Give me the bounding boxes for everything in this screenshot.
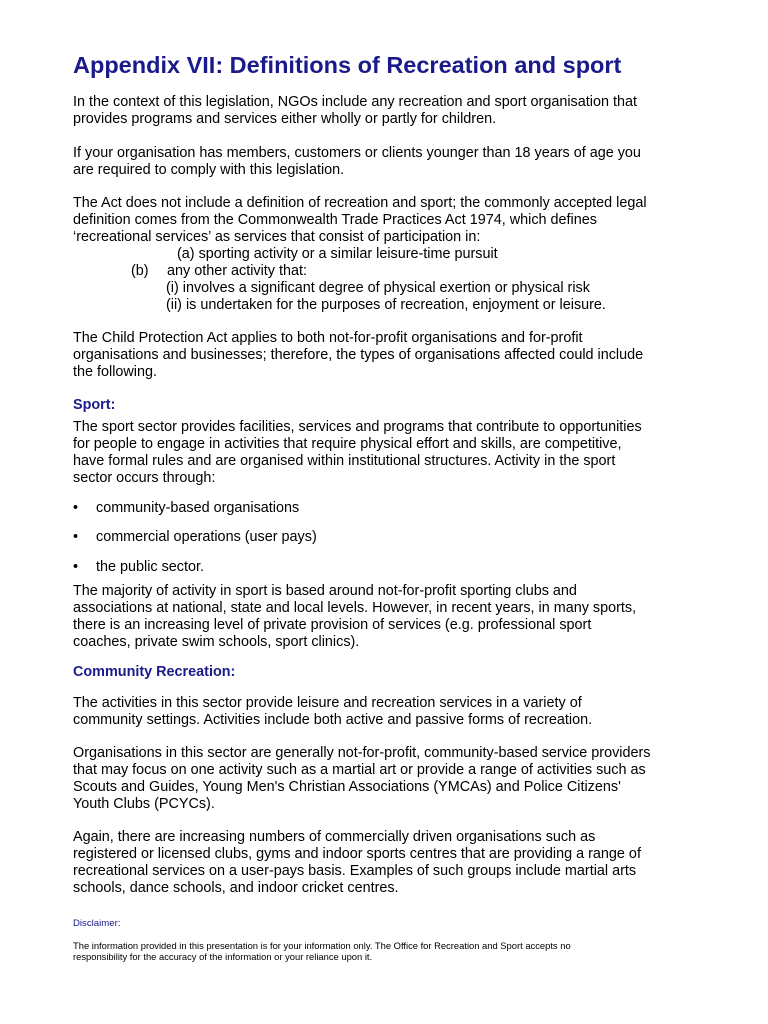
text-line: The information provided in this presentation is for your information only. The Office for Recreation and Sport accepts no (73, 940, 571, 951)
disclaimer-label: Disclaimer: (73, 918, 121, 929)
text-line: that may focus on one activity such as a martial art or provide a range of activities such as (73, 762, 646, 778)
community-recreation-heading: Community Recreation: (73, 664, 236, 680)
text-line: ‘recreational services’ as services that consist of participation in: (73, 229, 481, 245)
text-line: registered or licensed clubs, gyms and indoor sports centres that are providing a range of (73, 846, 641, 862)
sport-paragraph-2 (73, 583, 723, 651)
text-line: coaches, private swim schools, sport clinics). (73, 634, 360, 650)
definition-item-b-label: (b) (131, 263, 149, 279)
text-line: associations at national, state and local levels. However, in recent years, in many sports, (73, 600, 637, 616)
bullet-icon: • (73, 559, 79, 575)
definition-item-b-ii: (ii) is undertaken for the purposes of recreation, enjoyment or leisure. (166, 297, 606, 313)
text-line: If your organisation has members, customers or clients younger than 18 years of age you (73, 145, 641, 161)
list-item-text: community-based organisations (96, 500, 300, 516)
text-line: for people to engage in activities that require physical effort and skills, are competitive, (73, 436, 622, 452)
text-line: sector occurs through: (73, 470, 216, 486)
sport-heading: Sport: (73, 397, 116, 413)
community-paragraph-3 (73, 829, 723, 897)
intro-paragraph-3 (73, 195, 723, 246)
intro-paragraph-1 (73, 94, 723, 128)
text-line: Scouts and Guides, Young Men's Christian Associations (YMCAs) and Police Citizens' (73, 779, 621, 795)
text-line: are required to comply with this legislation. (73, 162, 345, 178)
text-line: have formal rules and are organised within institutional structures. Activity in the sport (73, 453, 616, 469)
text-line: Youth Clubs (PCYCs). (73, 796, 215, 812)
text-line: provides programs and services either wholly or partly for children. (73, 111, 497, 127)
list-item-text: the public sector. (96, 559, 204, 575)
intro-paragraph-2 (73, 145, 723, 179)
definition-item-b-i: (i) involves a significant degree of physical exertion or physical risk (166, 280, 590, 296)
community-paragraph-2 (73, 745, 723, 813)
definition-item-b: any other activity that: (167, 263, 307, 279)
text-line: In the context of this legislation, NGOs include any recreation and sport organisation that (73, 94, 637, 110)
text-line: The Child Protection Act applies to both not-for-profit organisations and for-profit (73, 330, 583, 346)
text-line: The majority of activity in sport is based around not-for-profit sporting clubs and (73, 583, 577, 599)
text-line: community settings. Activities include both active and passive forms of recreation. (73, 712, 593, 728)
text-line: schools, dance schools, and indoor cricket centres. (73, 880, 399, 896)
list-item-text: commercial operations (user pays) (96, 529, 317, 545)
bullet-icon: • (73, 529, 79, 545)
text-line: The Act does not include a definition of recreation and sport; the commonly accepted legal (73, 195, 647, 211)
text-line: The activities in this sector provide leisure and recreation services in a variety of (73, 695, 582, 711)
text-line: responsibility for the accuracy of the information or your reliance upon it. (73, 951, 373, 962)
text-line: organisations and businesses; therefore, the types of organisations affected could include (73, 347, 644, 363)
intro-paragraph-4 (73, 330, 723, 381)
page-title: Appendix VII: Definitions of Recreation and sport (73, 52, 622, 78)
definition-item-a: (a) sporting activity or a similar leisure-time pursuit (177, 246, 498, 262)
bullet-icon: • (73, 500, 79, 516)
text-line: the following. (73, 364, 157, 380)
text-line: The sport sector provides facilities, services and programs that contribute to opportunities (73, 419, 642, 435)
text-line: there is an increasing level of private provision of services (e.g. professional sport (73, 617, 592, 633)
text-line: recreational services on a user-pays basis. Examples of such groups include martial arts (73, 863, 637, 879)
sport-paragraph-1 (73, 419, 723, 487)
disclaimer-text (73, 940, 693, 962)
text-line: Again, there are increasing numbers of commercially driven organisations such as (73, 829, 596, 845)
community-paragraph-1 (73, 695, 723, 729)
text-line: definition comes from the Commonwealth Trade Practices Act 1974, which defines (73, 212, 597, 228)
text-line: Organisations in this sector are generally not-for-profit, community-based service providers (73, 745, 651, 761)
